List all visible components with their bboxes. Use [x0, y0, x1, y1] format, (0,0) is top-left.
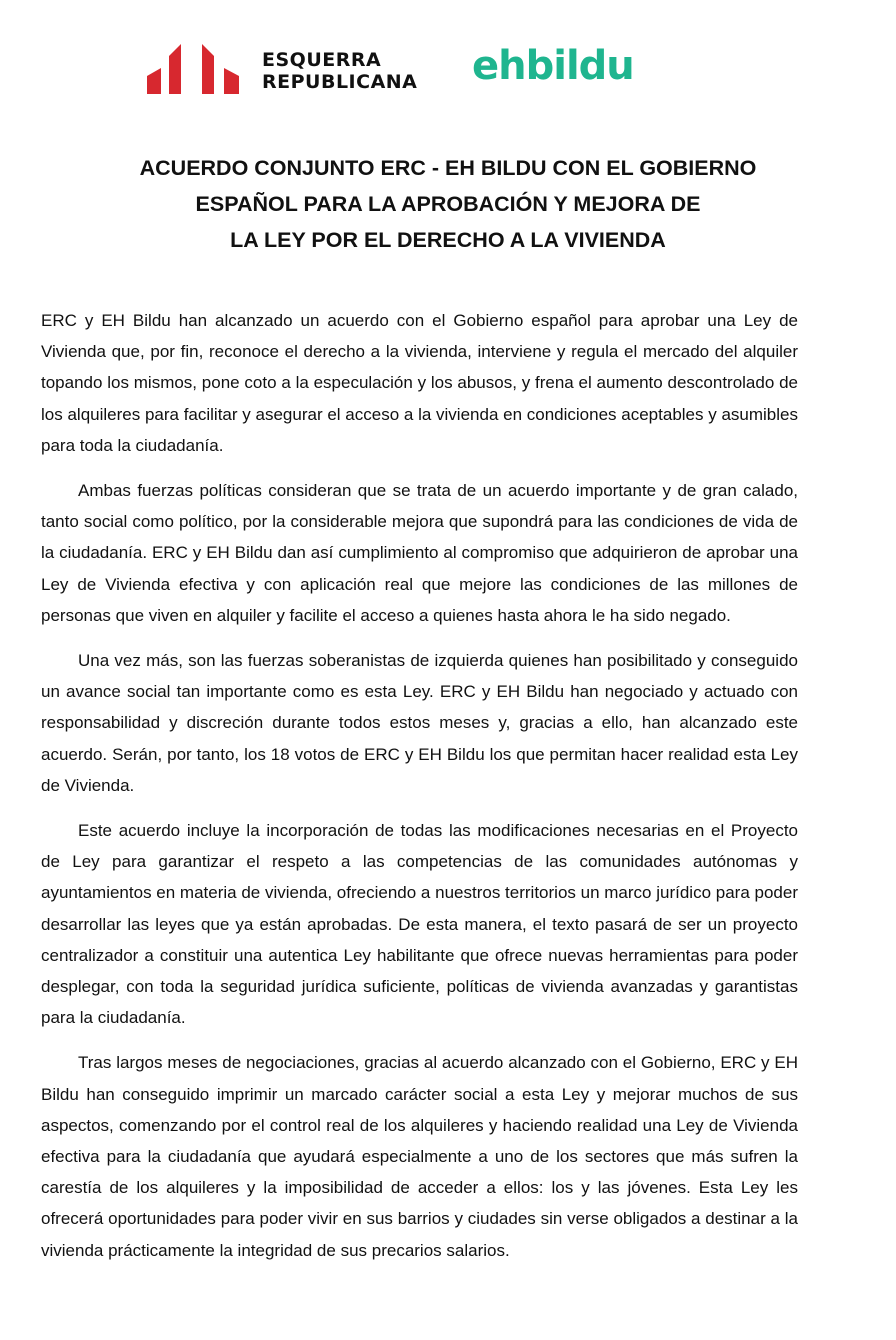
document-title	[0, 150, 896, 258]
logo-header	[0, 36, 896, 100]
erc-bars-logo-icon	[147, 38, 239, 94]
paragraph-2: Ambas fuerzas políticas consideran que se trata de un acuerdo importante y de gran calado, tanto social como político, por la considerable mejora que supondrá para las condiciones de vida de la ciudadanía. ERC y EH Bildu dan así cumplimiento al compromiso que adquirieron de aprobar una Ley de Vivienda efectiva y con aplicación real que mejore las condiciones de las millones de personas que viven en alquiler y facilite el acceso a quienes hasta ahora le ha sido negado.	[41, 481, 798, 625]
paragraph-3: Una vez más, son las fuerzas soberanistas de izquierda quienes han posibilitado y conseguido un avance social tan importante como es esta Ley. ERC y EH Bildu han negociado y actuado con responsabilidad y discreción durante todos estos meses y, gracias a ello, han alcanzado este acuerdo. Serán, por tanto, los 18 votos de ERC y EH Bildu los que permitan hacer realidad esta Ley de Vivienda.	[41, 651, 798, 795]
paragraph-5: Tras largos meses de negociaciones, gracias al acuerdo alcanzado con el Gobierno, ERC y EH Bildu han conseguido imprimir un marcado carácter social a esta Ley y mejorar muchos de sus aspectos, comenzando por el control real de los alquileres y haciendo realidad una Ley de Vivienda efectiva para la ciudadanía que ayudará especialmente a uno de los sectores que más sufren la carestía de los alquileres y la imposibilidad de acceder a ellos: los y las jóvenes. Esta Ley les ofrecerá oportunidades para poder vivir en sus barrios y ciudades sin verse obligados a destinar a la vivienda prácticamente la integridad de sus precarios salarios.	[41, 1053, 798, 1260]
ehbildu-logo: ehbildu	[472, 43, 634, 89]
title-line-1: ACUERDO CONJUNTO ERC - EH BILDU CON EL GOBIERNO	[139, 156, 757, 180]
paragraph-1: ERC y EH Bildu han alcanzado un acuerdo con el Gobierno español para aprobar una Ley de Vivienda que, por fin, reconoce el derecho a la vivienda, interviene y regula el mercado del alquiler topando los mismos, pone coto a la especulación y los abusos, y frena el aumento descontrolado de los alquileres para facilitar y asegurar el acceso a la vivienda en condiciones aceptables y asumibles para toda la ciudadanía.	[41, 311, 798, 455]
erc-logo-line1: ESQUERRA	[262, 49, 382, 71]
erc-logo-line2: REPUBLICANA	[262, 71, 418, 93]
paragraph-4: Este acuerdo incluye la incorporación de todas las modificaciones necesarias en el Proyecto de Ley para garantizar el respeto a las competencias de las comunidades autónomas y ayuntamientos en materia de vivienda, ofreciendo a nuestros territorios un marco jurídico para poder desarrollar las leyes que ya están aprobadas. De esta manera, el texto pasará de ser un proyecto centralizador a constituir una autentica Ley habilitante que ofrece nuevas herramientas para poder desplegar, con toda la seguridad jurídica suficiente, políticas de vivienda avanzadas y garantistas para la ciudadanía.	[41, 821, 798, 1028]
title-line-2: ESPAÑOL PARA LA APROBACIÓN Y MEJORA DE	[195, 192, 701, 216]
erc-logo-text	[262, 49, 417, 93]
title-line-3: LA LEY POR EL DERECHO A LA VIVIENDA	[230, 228, 666, 252]
document-body	[41, 305, 798, 1280]
